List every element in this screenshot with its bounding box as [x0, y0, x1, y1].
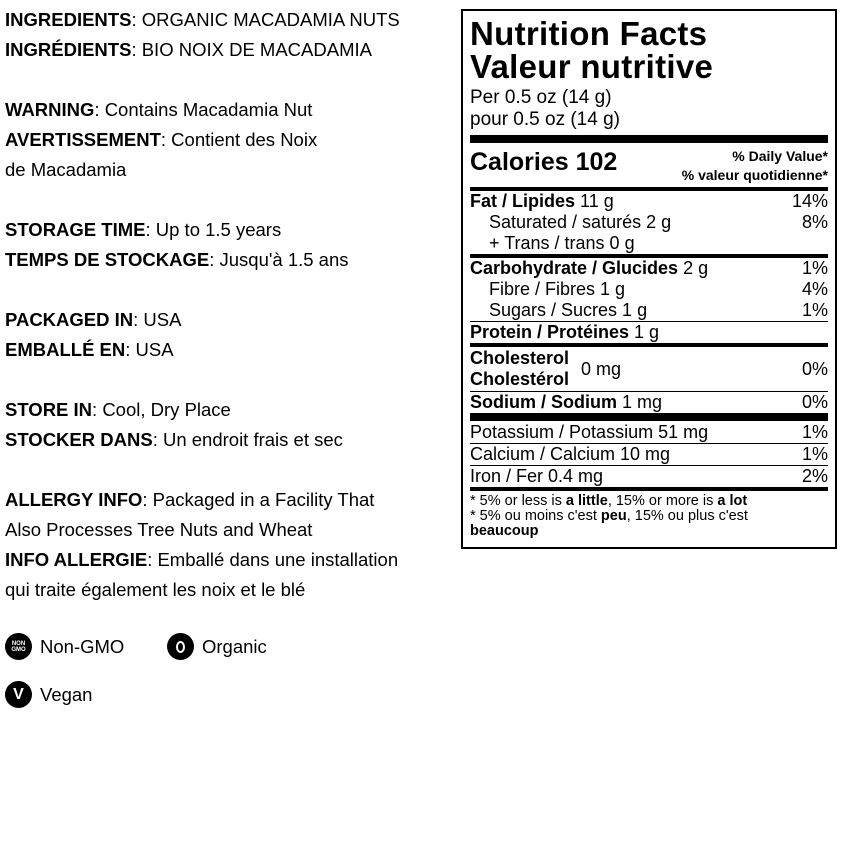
info-label: AVERTISSEMENT: [5, 129, 161, 150]
info-line: [5, 215, 460, 245]
vegan-icon-letter: V: [13, 685, 24, 703]
cholesterol-name-fr: Cholestérol: [470, 369, 570, 389]
divider: [470, 135, 828, 143]
allergy-block: [5, 485, 460, 605]
sugars-row: [470, 300, 828, 321]
storage-time-block: [5, 215, 460, 275]
info-value: : Contains Macadamia Nut: [94, 99, 313, 120]
nutrient-amount: 1 mg: [617, 392, 663, 412]
info-value: Also Processes Tree Nuts and Wheat: [5, 519, 313, 540]
nutrient-name: Protein / Protéines: [470, 322, 630, 342]
ingredients-block: [5, 5, 460, 65]
info-value: : Jusqu'à 1.5 ans: [209, 249, 349, 270]
nutrient-name: + Trans / trans 0 g: [489, 233, 635, 253]
nutrient-name: Sodium / Sodium: [470, 392, 617, 412]
fibre-row: [470, 279, 828, 300]
info-value: : BIO NOIX DE MACADAMIA: [131, 39, 372, 60]
info-line: [5, 425, 460, 455]
nutrition-facts-panel: [461, 9, 837, 549]
info-label: STOCKER DANS: [5, 429, 153, 450]
organic-icon: [167, 633, 194, 660]
daily-value-footnote: [470, 491, 828, 539]
footnote-en: * 5% or less is a little, 15% or more is a lot: [470, 493, 748, 509]
nutrient-dv: 8%: [801, 212, 828, 232]
badge-organic: [167, 633, 267, 660]
nutrient-amount: 11 g: [575, 191, 614, 211]
info-line: [5, 95, 460, 125]
nutrient-dv: 0%: [801, 358, 828, 379]
badge-label: Organic: [202, 635, 267, 657]
info-value: : Emballé dans une installation: [147, 549, 399, 570]
badge-non-gmo: [5, 633, 124, 660]
nutrient-dv: 0%: [801, 392, 828, 412]
nutrient-dv: 1%: [801, 422, 828, 442]
info-line: [5, 5, 460, 35]
nutrition-title-en: Nutrition Facts: [470, 15, 708, 52]
nutrient-amount: 0 mg: [581, 358, 622, 379]
info-value: : Contient des Noix: [160, 129, 318, 150]
nutrient-name: Fibre / Fibres 1 g: [489, 279, 626, 299]
product-info: [5, 5, 460, 635]
iron-row: [470, 466, 828, 487]
nutrient-amount: 2 g: [678, 258, 709, 278]
info-label: PACKAGED IN: [5, 309, 134, 330]
calories-label: Calories 102: [470, 148, 618, 176]
nutrient-dv: 1%: [801, 444, 828, 464]
info-value: : ORGANIC MACADAMIA NUTS: [131, 9, 400, 30]
badge-label: Vegan: [40, 683, 93, 705]
info-line: [5, 485, 460, 515]
serving-size-fr: pour 0.5 oz (14 g): [470, 109, 620, 130]
non-gmo-icon: [5, 633, 32, 660]
warning-block: [5, 95, 460, 185]
sodium-row: [470, 392, 828, 413]
store-in-block: [5, 395, 460, 455]
non-gmo-icon-top: NON: [11, 640, 26, 647]
info-value: de Macadamia: [5, 159, 127, 180]
info-label: INGRÉDIENTS: [5, 39, 132, 60]
nutrient-name: Sugars / Sucres 1 g: [489, 300, 648, 320]
nutrient-amount: 1 g: [629, 322, 660, 342]
info-line: [5, 335, 460, 365]
carbohydrate-row: [470, 258, 828, 279]
info-label: INGREDIENTS: [5, 9, 132, 30]
nutrient-dv: 14%: [791, 191, 828, 211]
info-value: : USA: [125, 339, 174, 360]
potassium-row: [470, 421, 828, 443]
badge-vegan: [5, 681, 92, 708]
info-line: [5, 515, 460, 545]
divider: [470, 413, 828, 421]
vegan-icon: [5, 681, 32, 708]
nutrient-name: Iron / Fer 0.4 mg: [470, 466, 604, 486]
info-label: STORE IN: [5, 399, 93, 420]
info-label: ALLERGY INFO: [5, 489, 143, 510]
info-value: : Packaged in a Facility That: [142, 489, 375, 510]
nutrient-name: Calcium / Calcium 10 mg: [470, 444, 671, 464]
packaged-block: [5, 305, 460, 365]
nutrient-dv: 4%: [801, 279, 828, 299]
info-value: : Cool, Dry Place: [92, 399, 231, 420]
info-label: STORAGE TIME: [5, 219, 146, 240]
info-value: qui traite également les noix et le blé: [5, 579, 306, 600]
info-label: WARNING: [5, 99, 95, 120]
calcium-row: [470, 444, 828, 465]
info-value: : USA: [133, 309, 182, 330]
nutrient-name: Carbohydrate / Glucides: [470, 258, 679, 278]
nutrient-name: Fat / Lipides: [470, 191, 576, 211]
daily-value-en: % Daily Value*: [732, 148, 828, 164]
non-gmo-icon-bottom: GMO: [11, 646, 26, 653]
info-label: EMBALLÉ EN: [5, 339, 126, 360]
trans-row: [470, 233, 828, 254]
nutrient-dv: 1%: [801, 300, 828, 320]
info-label: INFO ALLERGIE: [5, 549, 148, 570]
info-line: [5, 545, 460, 575]
calories-row: [470, 143, 828, 187]
info-line: [5, 125, 460, 155]
nutrient-name: Saturated / saturés 2 g: [489, 212, 672, 232]
info-line: [5, 395, 460, 425]
info-line: [5, 35, 460, 65]
info-value: : Up to 1.5 years: [145, 219, 282, 240]
serving-size-en: Per 0.5 oz (14 g): [470, 87, 612, 108]
footnote-fr: * 5% ou moins c'est peu, 15% ou plus c'est beaucoup: [470, 508, 748, 539]
fat-row: [470, 191, 828, 212]
info-label: TEMPS DE STOCKAGE: [5, 249, 210, 270]
protein-row: [470, 322, 828, 343]
info-line: [5, 575, 460, 605]
nutrition-title-fr: Valeur nutritive: [470, 48, 714, 85]
nutrient-dv: 2%: [801, 466, 828, 486]
daily-value-fr: % valeur quotidienne*: [681, 167, 828, 183]
nutrient-name: Potassium / Potassium 51 mg: [470, 422, 709, 442]
info-value: : Un endroit frais et sec: [152, 429, 343, 450]
saturated-row: [470, 212, 828, 233]
info-line: [5, 155, 460, 185]
daily-value-header: [682, 147, 828, 185]
badge-label: Non-GMO: [40, 635, 125, 657]
cholesterol-row: [470, 347, 828, 391]
cholesterol-name-en: Cholesterol: [470, 348, 570, 368]
info-line: [5, 245, 460, 275]
info-line: [5, 305, 460, 335]
nutrient-dv: 1%: [801, 258, 828, 278]
